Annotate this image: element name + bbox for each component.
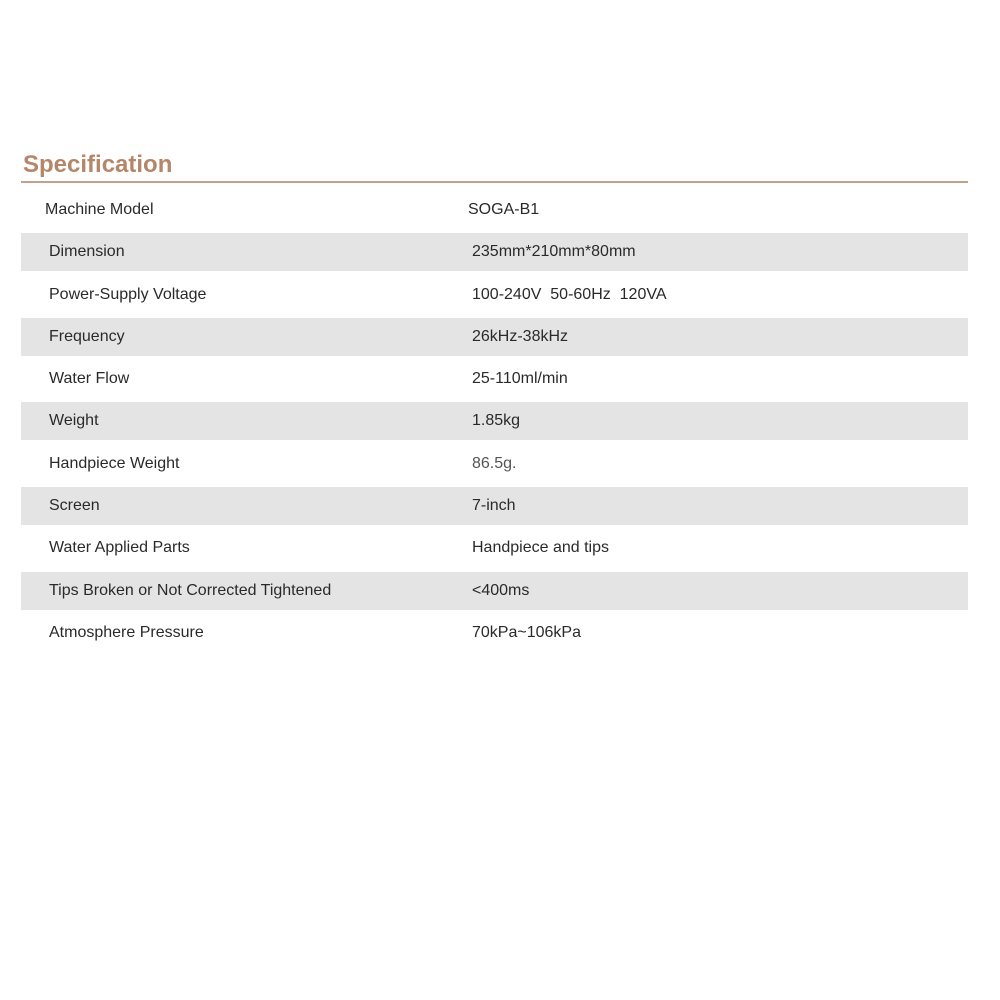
spec-value: 235mm*210mm*80mm <box>472 243 636 261</box>
specification-section <box>21 150 968 656</box>
spec-value: 1.85kg <box>472 412 521 430</box>
spec-value: 70kPa~106kPa <box>472 623 581 641</box>
spec-value: 86.5g. <box>472 454 517 472</box>
spec-value: 7-inch <box>472 497 516 515</box>
spec-label: Water Flow <box>49 370 130 388</box>
spec-row-tips-broken <box>21 572 968 610</box>
spec-row-screen <box>21 487 968 525</box>
spec-value: Handpiece and tips <box>472 539 609 557</box>
spec-table <box>21 191 968 652</box>
spec-row-water-applied-parts <box>21 529 968 567</box>
spec-label: Weight <box>49 412 99 430</box>
spec-value: 26kHz-38kHz <box>472 327 569 345</box>
title-divider <box>21 181 968 183</box>
spec-row-machine-model <box>21 191 968 229</box>
spec-label: Tips Broken or Not Corrected Tightened <box>49 581 332 599</box>
spec-row-power-supply-voltage <box>21 276 968 314</box>
spec-label: Dimension <box>49 243 125 261</box>
spec-label: Handpiece Weight <box>49 454 180 472</box>
spec-value: 25-110ml/min <box>472 370 568 388</box>
spec-row-dimension <box>21 233 968 271</box>
spec-label: Water Applied Parts <box>49 539 190 557</box>
spec-row-weight <box>21 402 968 440</box>
spec-label: Atmosphere Pressure <box>49 623 204 641</box>
spec-row-water-flow <box>21 360 968 398</box>
spec-label: Power-Supply Voltage <box>49 285 207 303</box>
spec-row-frequency <box>21 318 968 356</box>
spec-value: <400ms <box>472 581 530 599</box>
spec-value: 100-240V 50-60Hz 120VA <box>472 285 667 303</box>
section-title: Specification <box>23 151 173 178</box>
spec-label: Machine Model <box>45 201 154 218</box>
spec-value: SOGA-B1 <box>468 201 540 218</box>
spec-label: Frequency <box>49 327 125 345</box>
spec-row-handpiece-weight <box>21 445 968 483</box>
spec-row-atmosphere-pressure <box>21 614 968 652</box>
spec-label: Screen <box>49 497 100 515</box>
